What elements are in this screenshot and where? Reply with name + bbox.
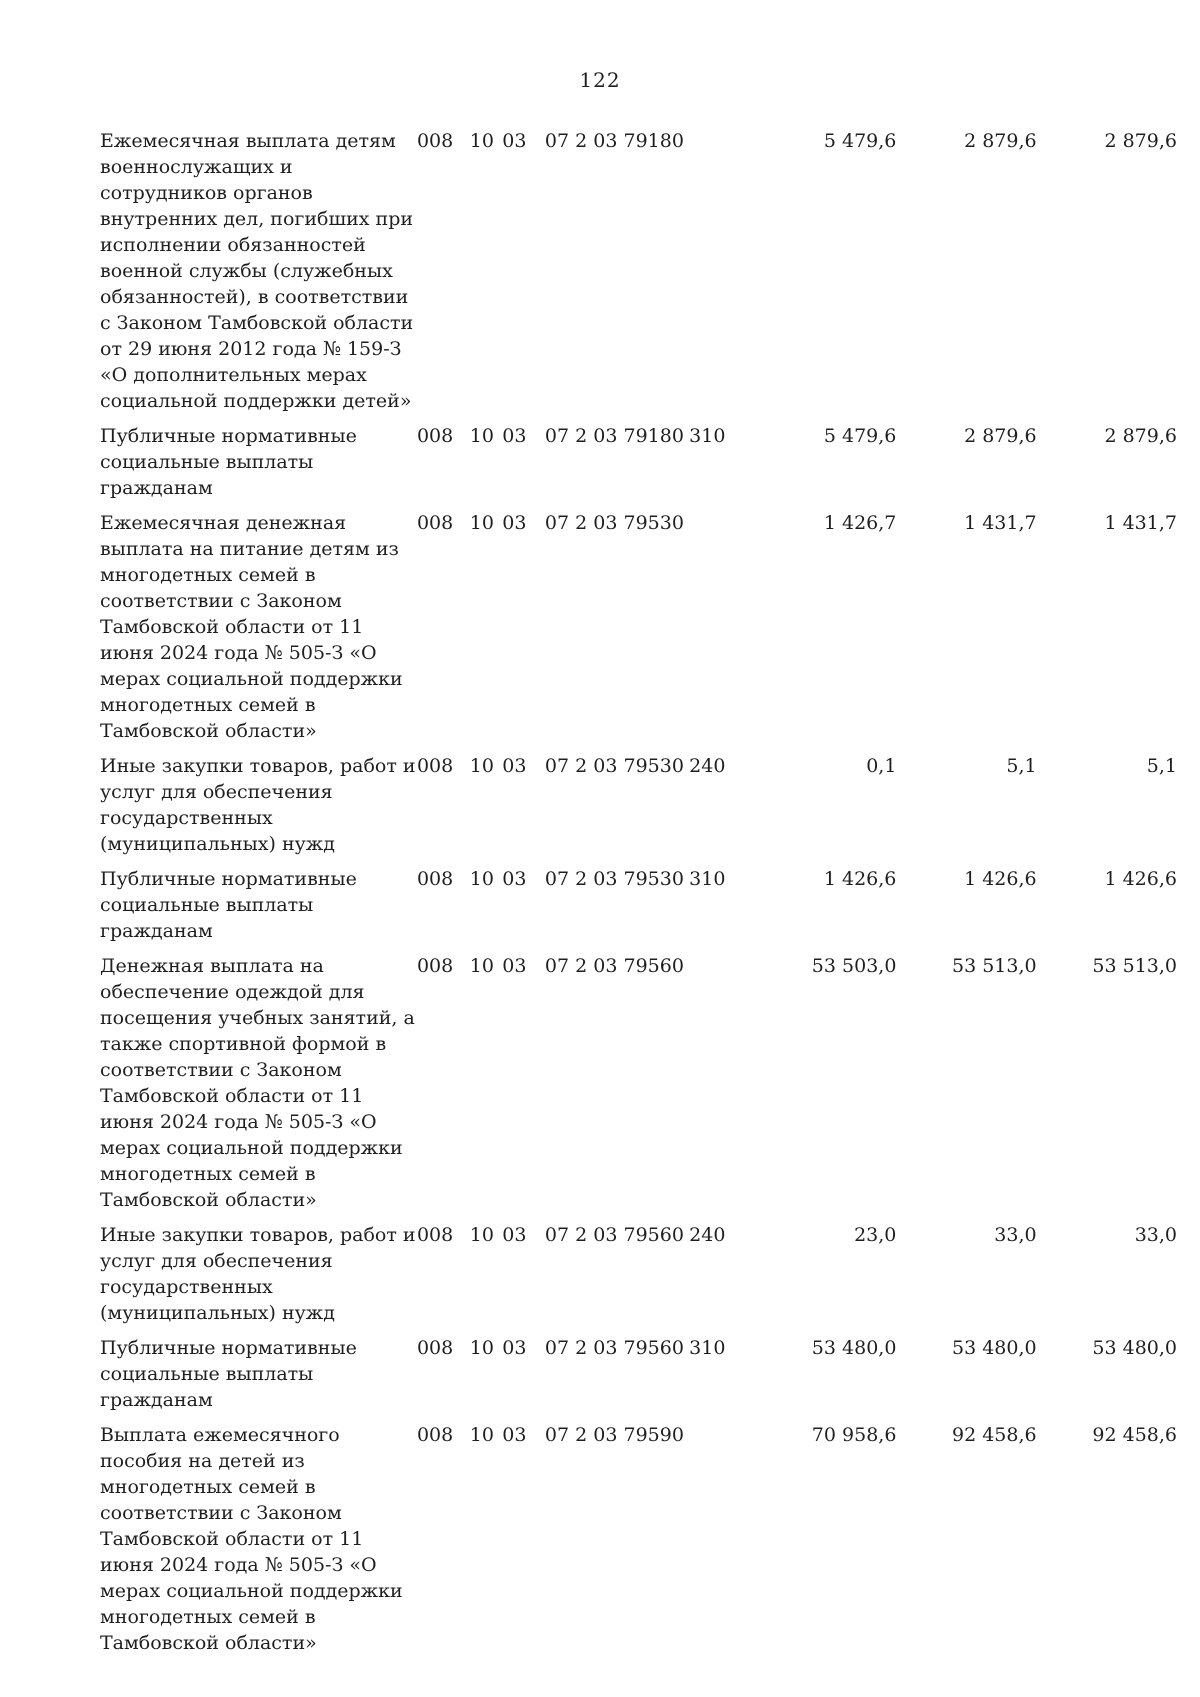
row-ved-code: 008 — [416, 425, 454, 447]
row-amount-3: 53 480,0 — [1092, 1337, 1177, 1359]
row-section-code: 10 — [469, 1337, 494, 1359]
row-amount-1: 5 479,6 — [823, 425, 897, 447]
table-row — [100, 510, 1185, 753]
row-ved-code: 008 — [416, 1337, 454, 1359]
row-ved-code: 008 — [416, 955, 454, 977]
page-number: 122 — [579, 68, 621, 92]
row-expense-type: 310 — [689, 868, 726, 890]
row-section-code: 10 — [469, 1424, 494, 1446]
row-amount-2: 5,1 — [1006, 755, 1037, 777]
row-amount-3: 1 426,6 — [1104, 868, 1177, 890]
row-subsection-code: 03 — [502, 1224, 527, 1246]
row-name: Публичные нормативные социальные выплаты гражданам — [100, 868, 357, 942]
row-name: Ежемесячная выплата детям военнослужащих и сотрудников органов внутренних дел, погибших при исполнении обязанностей военной службы (служебных обязанностей), в соответствии с Законом Тамбовской области от 29 июня 2012 года № 159-З «О дополнительных мерах социальной поддержки детей» — [100, 130, 414, 412]
row-ved-code: 008 — [416, 1224, 454, 1246]
row-name: Публичные нормативные социальные выплаты гражданам — [100, 1337, 357, 1411]
row-name: Ежемесячная денежная выплата на питание детям из многодетных семей в соответствии с Законом Тамбовской области от 11 июня 2024 года № 505-З «О мерах социальной поддержки многодетных семей в Тамбовской области» — [100, 512, 403, 742]
row-amount-3: 33,0 — [1134, 1224, 1177, 1246]
row-amount-2: 1 426,6 — [964, 868, 1037, 890]
row-amount-1: 0,1 — [866, 755, 897, 777]
row-amount-3: 53 513,0 — [1092, 955, 1177, 977]
table-row — [100, 953, 1185, 1222]
row-amount-2: 92 458,6 — [951, 1424, 1037, 1446]
table-row — [100, 128, 1185, 423]
row-expense-type: 310 — [689, 1337, 726, 1359]
table-row — [100, 866, 1185, 953]
row-subsection-code: 03 — [502, 955, 527, 977]
row-name: Иные закупки товаров, работ и услуг для обеспечения государственных (муниципальных) нужд — [100, 1224, 416, 1324]
row-subsection-code: 03 — [502, 1337, 527, 1359]
row-ved-code: 008 — [416, 868, 454, 890]
table-row — [100, 753, 1185, 866]
row-section-code: 10 — [469, 425, 494, 447]
row-amount-2: 53 513,0 — [951, 955, 1037, 977]
row-name: Иные закупки товаров, работ и услуг для обеспечения государственных (муниципальных) нужд — [100, 755, 416, 855]
row-amount-1: 1 426,7 — [823, 512, 897, 534]
row-expense-type — [689, 1422, 752, 1665]
row-section-code: 10 — [469, 755, 494, 777]
row-amount-2: 53 480,0 — [951, 1337, 1037, 1359]
row-amount-3: 2 879,6 — [1104, 130, 1177, 152]
row-amount-2: 2 879,6 — [964, 425, 1037, 447]
row-amount-2: 33,0 — [994, 1224, 1037, 1246]
row-target-article: 07 2 03 79530 — [544, 755, 684, 777]
row-section-code: 10 — [469, 1224, 494, 1246]
budget-table — [100, 128, 1185, 1665]
row-amount-2: 1 431,7 — [964, 512, 1037, 534]
row-expense-type — [689, 128, 752, 423]
row-section-code: 10 — [469, 955, 494, 977]
row-expense-type — [689, 953, 752, 1222]
row-amount-3: 1 431,7 — [1104, 512, 1177, 534]
row-name: Публичные нормативные социальные выплаты гражданам — [100, 425, 357, 499]
row-target-article: 07 2 03 79590 — [544, 1424, 684, 1446]
row-amount-2: 2 879,6 — [964, 130, 1037, 152]
row-amount-1: 53 503,0 — [811, 955, 897, 977]
row-subsection-code: 03 — [502, 1424, 527, 1446]
row-amount-3: 5,1 — [1146, 755, 1177, 777]
row-ved-code: 008 — [416, 1424, 454, 1446]
row-section-code: 10 — [469, 512, 494, 534]
row-expense-type — [689, 510, 752, 753]
row-expense-type: 240 — [689, 755, 726, 777]
row-amount-3: 92 458,6 — [1092, 1424, 1177, 1446]
row-target-article: 07 2 03 79560 — [544, 1224, 684, 1246]
row-amount-1: 23,0 — [854, 1224, 897, 1246]
table-row — [100, 1222, 1185, 1335]
row-amount-1: 70 958,6 — [811, 1424, 897, 1446]
row-amount-1: 53 480,0 — [811, 1337, 897, 1359]
row-target-article: 07 2 03 79560 — [544, 955, 684, 977]
table-row — [100, 423, 1185, 510]
row-name: Денежная выплата на обеспечение одеждой для посещения учебных занятий, а также спортивной формой в соответствии с Законом Тамбовской области от 11 июня 2024 года № 505-З «О мерах социальной поддержки многодетных семей в Тамбовской области» — [100, 955, 415, 1211]
row-ved-code: 008 — [416, 512, 454, 534]
row-target-article: 07 2 03 79530 — [544, 868, 684, 890]
row-subsection-code: 03 — [502, 755, 527, 777]
row-target-article: 07 2 03 79180 — [544, 130, 684, 152]
row-subsection-code: 03 — [502, 130, 527, 152]
row-expense-type: 310 — [689, 425, 726, 447]
row-amount-1: 5 479,6 — [823, 130, 897, 152]
row-target-article: 07 2 03 79560 — [544, 1337, 684, 1359]
row-amount-3: 2 879,6 — [1104, 425, 1177, 447]
row-subsection-code: 03 — [502, 868, 527, 890]
row-target-article: 07 2 03 79180 — [544, 425, 684, 447]
row-subsection-code: 03 — [502, 425, 527, 447]
row-section-code: 10 — [469, 130, 494, 152]
row-ved-code: 008 — [416, 130, 454, 152]
row-expense-type: 240 — [689, 1224, 726, 1246]
row-amount-1: 1 426,6 — [823, 868, 897, 890]
table-row — [100, 1335, 1185, 1422]
row-section-code: 10 — [469, 868, 494, 890]
row-ved-code: 008 — [416, 755, 454, 777]
table-row — [100, 1422, 1185, 1665]
row-target-article: 07 2 03 79530 — [544, 512, 684, 534]
row-subsection-code: 03 — [502, 512, 527, 534]
row-name: Выплата ежемесячного пособия на детей из многодетных семей в соответствии с Законом Тамбовской области от 11 июня 2024 года № 505-З «О мерах социальной поддержки многодетных семей в Тамбовской области» — [100, 1424, 403, 1654]
